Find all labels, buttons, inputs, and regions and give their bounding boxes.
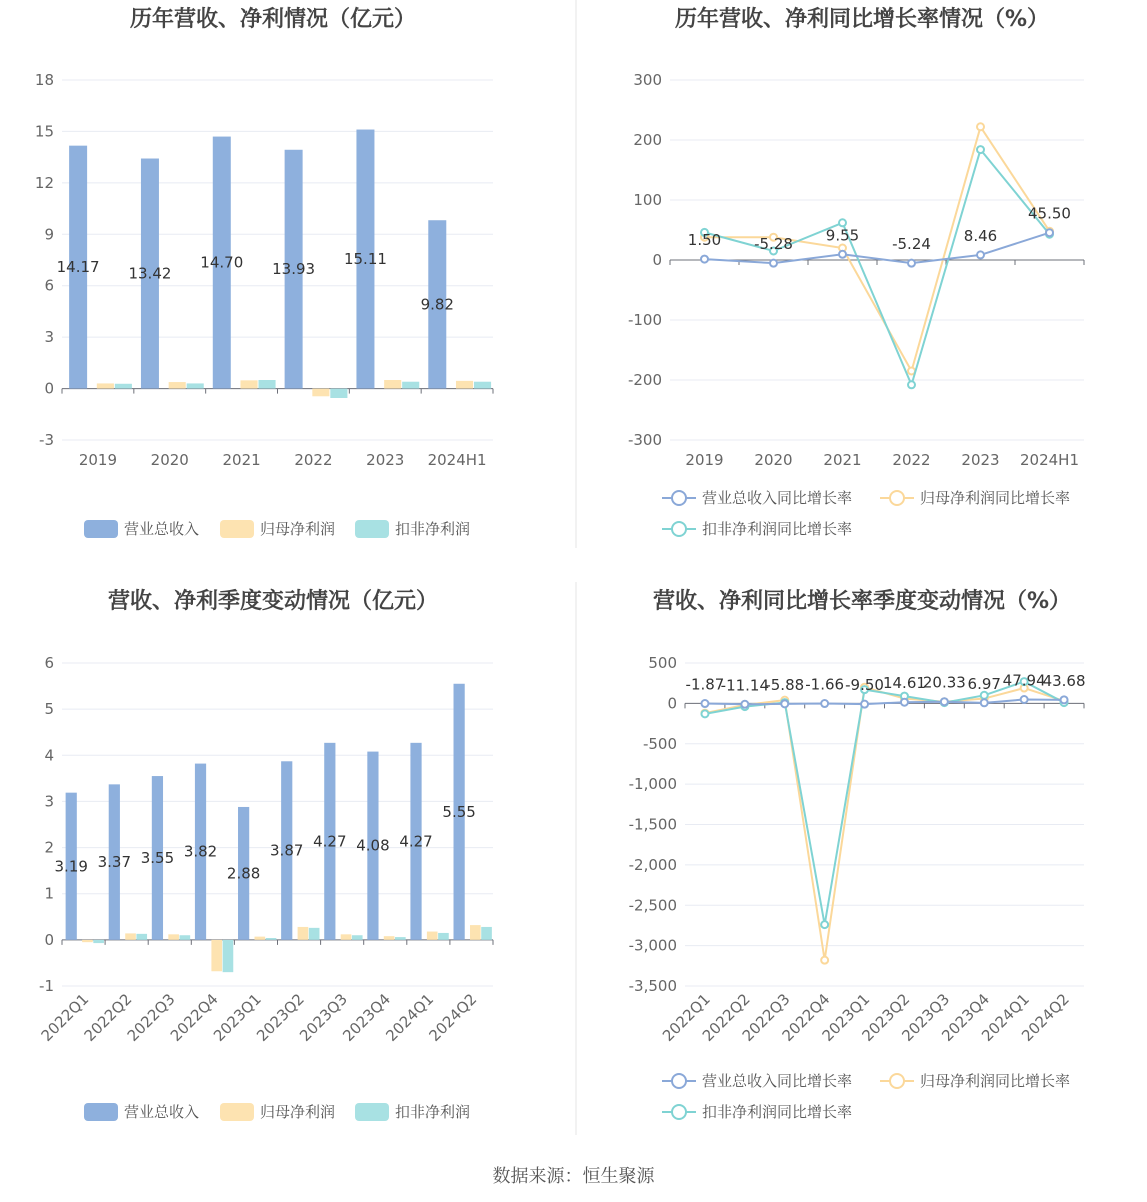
- y-tick-label: -100: [627, 311, 662, 329]
- legend-swatch-1: [84, 1103, 118, 1121]
- point-1-2023Q1: [861, 701, 868, 708]
- x-tick-label: 2024Q1: [382, 990, 438, 1045]
- y-tick-label: -3: [39, 431, 54, 449]
- point-1-2022Q2: [741, 701, 748, 708]
- point-1-2019: [701, 256, 708, 263]
- legend-marker-1: [672, 491, 686, 505]
- data-label-2023Q4: 4.08: [356, 836, 390, 855]
- legend-label-2: 归母净利润: [260, 520, 336, 538]
- y-tick-label: 200: [633, 131, 662, 149]
- data-label-2022Q1: -1.87: [685, 675, 725, 694]
- x-tick-label: 2023Q1: [209, 990, 265, 1045]
- data-label-2022: -5.24: [892, 235, 931, 254]
- bar-2-2024Q2: [470, 925, 481, 940]
- x-tick-label: 2022Q4: [166, 990, 222, 1045]
- data-label-2024Q2: 43.68: [1042, 671, 1086, 690]
- y-tick-label: 3: [44, 792, 54, 811]
- x-tick-label: 2023Q3: [296, 990, 351, 1045]
- x-tick-label: 2024Q2: [425, 990, 481, 1045]
- y-tick-label: 0: [44, 930, 54, 949]
- point-1-2024H1: [1046, 229, 1053, 236]
- x-tick-label: 2024H1: [427, 451, 487, 469]
- y-tick-label: -300: [627, 431, 662, 449]
- y-tick-label: 15: [34, 122, 54, 141]
- y-tick-label: -1: [39, 977, 54, 995]
- point-1-2021: [839, 251, 846, 258]
- y-tick-label: 1: [44, 884, 54, 903]
- x-tick-label: 2024Q1: [978, 990, 1033, 1045]
- legend-label-3: 扣非净利润: [395, 520, 471, 538]
- data-label-2024H1: 45.50: [1028, 204, 1071, 223]
- bar-2-2022: [312, 389, 329, 397]
- x-tick-label: 2022Q2: [698, 990, 754, 1045]
- bar-3-2023Q2: [309, 928, 320, 940]
- point-3-2022Q1: [701, 710, 708, 717]
- bar-3-2023Q1: [266, 938, 277, 940]
- bar-3-2024Q1: [438, 933, 449, 940]
- y-tick-label: 18: [34, 71, 54, 89]
- data-label-2023: 15.11: [343, 250, 387, 269]
- data-label-2023Q1: -9.50: [845, 676, 884, 695]
- data-label-2021: 9.55: [825, 226, 860, 245]
- legend-marker-3: [672, 522, 686, 536]
- bar-3-2021: [258, 380, 275, 389]
- chart-3: [38, 588, 493, 1121]
- bar-3-2022Q1: [93, 940, 104, 943]
- data-label-2022Q3: 3.55: [140, 848, 175, 867]
- bar-3-2023: [402, 382, 419, 389]
- bar-2-2022Q1: [82, 940, 93, 942]
- legend-swatch-3: [355, 1103, 389, 1121]
- legend-marker-2: [890, 491, 904, 505]
- x-tick-label: 2021: [222, 451, 261, 469]
- data-label-2024Q1: 4.27: [399, 832, 433, 851]
- legend: [662, 1072, 1070, 1121]
- series-line-2: [705, 687, 1064, 960]
- x-tick-label: 2023Q2: [253, 990, 308, 1045]
- data-label-2019: 14.17: [56, 258, 100, 277]
- bar-3-2023Q3: [352, 935, 363, 940]
- x-tick-label: 2020: [150, 451, 189, 469]
- y-tick-label: -3,500: [628, 977, 677, 995]
- legend-marker-1: [672, 1074, 686, 1088]
- x-tick-label: 2023Q3: [898, 990, 954, 1045]
- point-3-2022: [908, 381, 915, 388]
- data-label-2023: 8.46: [963, 226, 998, 245]
- point-1-2024Q2: [1061, 696, 1068, 703]
- bar-3-2019: [115, 384, 132, 389]
- legend-label-2: 归母净利润: [260, 1103, 336, 1121]
- point-3-2023Q4: [981, 692, 988, 699]
- x-tick-label: 2022Q3: [738, 990, 794, 1045]
- legend: [662, 489, 1070, 538]
- y-tick-label: 100: [633, 191, 662, 209]
- x-tick-label: 2021: [823, 451, 862, 469]
- chart-2: [628, 6, 1084, 538]
- bar-2-2022Q4: [211, 940, 222, 971]
- bar-3-2023Q4: [395, 937, 406, 940]
- data-label-2022Q2: 3.37: [97, 853, 132, 872]
- bar-3-2020: [187, 383, 204, 388]
- data-label-2022Q2: -11.14: [720, 676, 770, 695]
- bar-2-2021: [240, 380, 257, 388]
- x-tick-label: 2022Q1: [658, 990, 714, 1045]
- bar-2-2022Q3: [168, 934, 179, 940]
- legend-label-3: 扣非净利润同比增长率: [702, 520, 853, 538]
- bar-2-2023Q1: [255, 937, 266, 940]
- x-tick-label: 2023Q2: [858, 990, 914, 1045]
- bar-3-2022Q3: [180, 935, 191, 940]
- x-tick-label: 2022Q3: [123, 990, 179, 1045]
- y-tick-label: 9: [44, 225, 54, 244]
- y-tick-label: 6: [44, 276, 54, 295]
- data-label-2021: 14.70: [200, 253, 244, 272]
- legend-label-2: 归母净利润同比增长率: [920, 489, 1071, 507]
- x-tick-label: 2022Q2: [80, 990, 136, 1045]
- bar-3-2022Q2: [136, 934, 147, 940]
- chart-title: 历年营收、净利情况（亿元）: [129, 7, 417, 32]
- series-line-3: [705, 682, 1064, 925]
- y-tick-label: -3,000: [628, 936, 677, 955]
- point-2-2022Q4: [821, 957, 828, 964]
- y-tick-label: 0: [652, 251, 662, 269]
- legend-swatch-2: [220, 520, 254, 538]
- bar-2-2019: [97, 383, 114, 388]
- series-line-3: [705, 150, 1050, 385]
- y-tick-label: -500: [642, 734, 677, 753]
- x-tick-label: 2019: [78, 451, 118, 469]
- data-label-2023Q2: 3.87: [270, 841, 304, 860]
- data-label-2022Q1: 3.19: [54, 857, 88, 876]
- bar-2-2022Q2: [125, 933, 136, 939]
- data-label-2019: 1.50: [687, 231, 722, 250]
- y-tick-label: 2: [44, 838, 54, 857]
- point-1-2023Q2: [901, 699, 908, 706]
- bar-2-2023Q3: [341, 934, 352, 940]
- x-tick-label: 2023: [366, 451, 405, 469]
- point-1-2022: [908, 260, 915, 267]
- chart-title: 营收、净利季度变动情况（亿元）: [107, 589, 439, 614]
- point-1-2023: [977, 251, 984, 258]
- chart-4: [629, 588, 1086, 1121]
- legend-marker-2: [890, 1074, 904, 1088]
- bar-2-2024Q1: [427, 932, 438, 940]
- bar-3-2022Q4: [223, 940, 234, 972]
- legend: [84, 520, 470, 538]
- point-1-2022Q4: [821, 700, 828, 707]
- legend-marker-3: [672, 1105, 686, 1119]
- point-3-2023: [977, 146, 984, 153]
- data-label-2020: 13.42: [128, 264, 172, 283]
- legend-swatch-3: [355, 520, 389, 538]
- bar-2-2020: [169, 382, 186, 389]
- data-label-2023Q3: 20.33: [922, 673, 966, 692]
- y-tick-label: 300: [633, 71, 662, 89]
- y-tick-label: 6: [44, 654, 54, 672]
- data-label-2022Q4: -1.66: [805, 675, 845, 694]
- data-label-2024H1: 9.82: [420, 295, 454, 314]
- data-label-2022Q4: 3.82: [183, 842, 218, 861]
- legend-label-1: 营业总收入: [124, 1103, 200, 1121]
- point-1-2023Q4: [981, 699, 988, 706]
- point-1-2022Q3: [781, 700, 788, 707]
- y-tick-label: -1,000: [628, 775, 677, 794]
- y-tick-label: -200: [627, 371, 662, 389]
- y-tick-label: -2,000: [628, 855, 677, 874]
- bar-3-2022: [330, 389, 347, 398]
- data-label-2023Q1: 2.88: [226, 864, 261, 883]
- point-3-2022Q4: [821, 921, 828, 928]
- x-tick-label: 2024Q2: [1018, 990, 1073, 1045]
- point-2-2023: [977, 123, 984, 130]
- data-label-2024Q2: 5.55: [442, 802, 476, 821]
- y-tick-label: -1,500: [628, 815, 677, 834]
- legend-label-1: 营业总收入同比增长率: [702, 489, 853, 507]
- legend-label-1: 营业总收入同比增长率: [702, 1072, 853, 1090]
- data-label-2023Q4: 6.97: [967, 674, 1001, 693]
- point-1-2023Q3: [941, 698, 948, 705]
- x-tick-label: 2023Q4: [339, 990, 395, 1045]
- chart-title: 历年营收、净利同比增长率情况（%）: [674, 7, 1050, 32]
- data-label-2024Q1: 47.94: [1002, 671, 1046, 690]
- y-tick-label: 12: [34, 173, 54, 192]
- data-label-2022: 13.93: [272, 260, 316, 279]
- x-tick-label: 2022Q1: [37, 990, 93, 1045]
- bar-2-2024H1: [456, 381, 473, 389]
- data-source: 数据来源：恒生聚源: [492, 1166, 655, 1187]
- bar-2-2023Q4: [384, 936, 395, 940]
- y-tick-label: 500: [648, 654, 677, 672]
- point-1-2020: [770, 260, 777, 267]
- legend-swatch-1: [84, 520, 118, 538]
- legend: [84, 1103, 470, 1121]
- bar-3-2024Q2: [481, 927, 492, 940]
- y-tick-label: 3: [44, 328, 54, 347]
- point-1-2022Q1: [701, 700, 708, 707]
- x-tick-label: 2020: [754, 451, 793, 469]
- bar-2-2023Q2: [298, 927, 309, 940]
- y-tick-label: -2,500: [628, 896, 677, 915]
- x-tick-label: 2019: [685, 451, 724, 469]
- data-label-2023Q2: 14.61: [882, 674, 926, 693]
- data-label-2020: -5.28: [754, 235, 793, 254]
- chart-title: 营收、净利同比增长率季度变动情况（%）: [652, 589, 1072, 614]
- y-tick-label: 5: [44, 700, 54, 719]
- x-tick-label: 2023: [961, 451, 1000, 469]
- x-tick-label: 2022: [892, 451, 931, 469]
- data-label-2023Q3: 4.27: [313, 832, 347, 851]
- x-tick-label: 2022: [294, 451, 333, 469]
- point-3-2021: [839, 219, 846, 226]
- x-tick-label: 2023Q4: [938, 990, 994, 1045]
- legend-label-1: 营业总收入: [124, 520, 200, 538]
- data-label-2022Q3: -5.88: [765, 675, 805, 694]
- bar-3-2024H1: [474, 382, 491, 389]
- y-tick-label: 0: [667, 694, 677, 713]
- x-tick-label: 2023Q1: [818, 990, 874, 1045]
- y-tick-label: 0: [44, 379, 54, 398]
- legend-label-3: 扣非净利润: [395, 1103, 471, 1121]
- point-1-2024Q1: [1021, 696, 1028, 703]
- legend-swatch-2: [220, 1103, 254, 1121]
- legend-label-2: 归母净利润同比增长率: [920, 1072, 1071, 1090]
- y-tick-label: 4: [44, 746, 54, 765]
- x-tick-label: 2024H1: [1020, 451, 1079, 469]
- bar-2-2023: [384, 380, 401, 389]
- chart-1: [35, 6, 493, 538]
- x-tick-label: 2022Q4: [778, 990, 834, 1045]
- legend-label-3: 扣非净利润同比增长率: [702, 1103, 853, 1121]
